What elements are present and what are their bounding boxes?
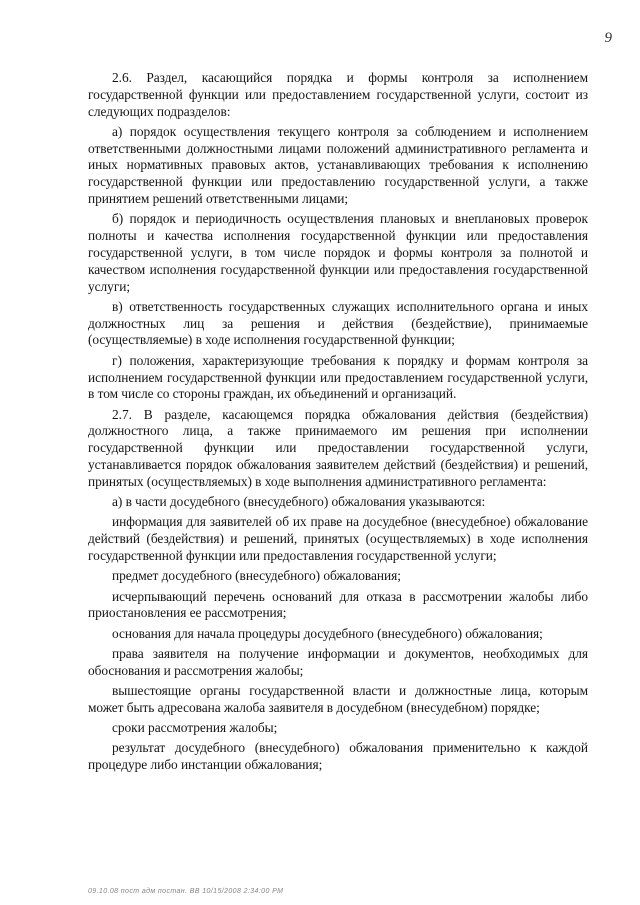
list-item: вышестоящие органы государственной власти и должностные лица, которым может быть адресована жалоба заявителя в досудебном (внесудебном) порядке; <box>88 683 588 715</box>
document-body <box>88 70 588 778</box>
subsection-g-control-requirements: г) положения, характеризующие требования к порядку и формам контроля за исполнением государственной функции или предоставлением государственной услуги, в том числе со стороны граждан, их объединений и организаций. <box>88 352 588 402</box>
subsection-v-responsibility: в) ответственность государственных служащих исполнительного органа и иных должностных лиц за решения и действия (бездействие), принимаемые (осуществляемые) в ходе исполнения государственной функции; <box>88 298 588 348</box>
list-item: предмет досудебного (внесудебного) обжалования; <box>112 568 401 584</box>
list-item: сроки рассмотрения жалобы; <box>112 720 278 736</box>
list-item: права заявителя на получение информации и документов, необходимых для обоснования и рассмотрения жалобы; <box>88 646 588 678</box>
list-item: результат досудебного (внесудебного) обжалования применительно к каждой процедуре либо инстанции обжалования; <box>88 740 588 773</box>
list-item: основания для начала процедуры досудебного (внесудебного) обжалования; <box>112 625 543 641</box>
pretrial-appeal-intro: а) в части досудебного (внесудебного) обжалования указываются: <box>112 494 486 510</box>
file-footer: 09.10.08 пост адм постан. ВВ 10/15/2008 2:34:00 PM <box>88 888 284 895</box>
list-item: исчерпывающий перечень оснований для отказа в рассмотрении жалобы либо приостановления ее рассмотрения; <box>88 588 588 621</box>
list-item: информация для заявителей об их праве на досудебное (внесудебное) обжалование действий (бездействия) и решений, принятых (осуществляемых) в ходе исполнения государственной функции или предоставления государственной услуги; <box>88 514 588 564</box>
subsection-a-current-control: а) порядок осуществления текущего контроля за соблюдением и исполнением ответственными должностными лицами положений административного регламента и иных нормативных правовых актов, устанавливающих требования к исполнению государственной функции или предоставлению государственной услуги, а также принятием решений ответственными лицами; <box>88 123 588 207</box>
section-2-6-heading: 2.6. Раздел, касающийся порядка и формы контроля за исполнением государственной функции или предоставлением государственной услуги, состоит из следующих подразделов: <box>88 70 588 119</box>
subsection-b-inspections: б) порядок и периодичность осуществления плановых и внеплановых проверок полноты и качества исполнения государственной функции или предоставления государственной услуги, в том числе порядок и формы контроля за полнотой и качеством исполнения государственной функции или предоставления государственной услуги; <box>88 211 588 294</box>
page-number: 9 <box>604 30 612 46</box>
section-2-7-heading: 2.7. В разделе, касающемся порядка обжалования действия (бездействия) должностного лица, а также принимаемого им решения при исполнении государственной функции или предоставлении государственной услуги, устанавливается порядок обжалования заявителем действий (бездействия) и решений, принятых (осуществляемых) в ходе выполнения административного регламента: <box>88 406 588 489</box>
